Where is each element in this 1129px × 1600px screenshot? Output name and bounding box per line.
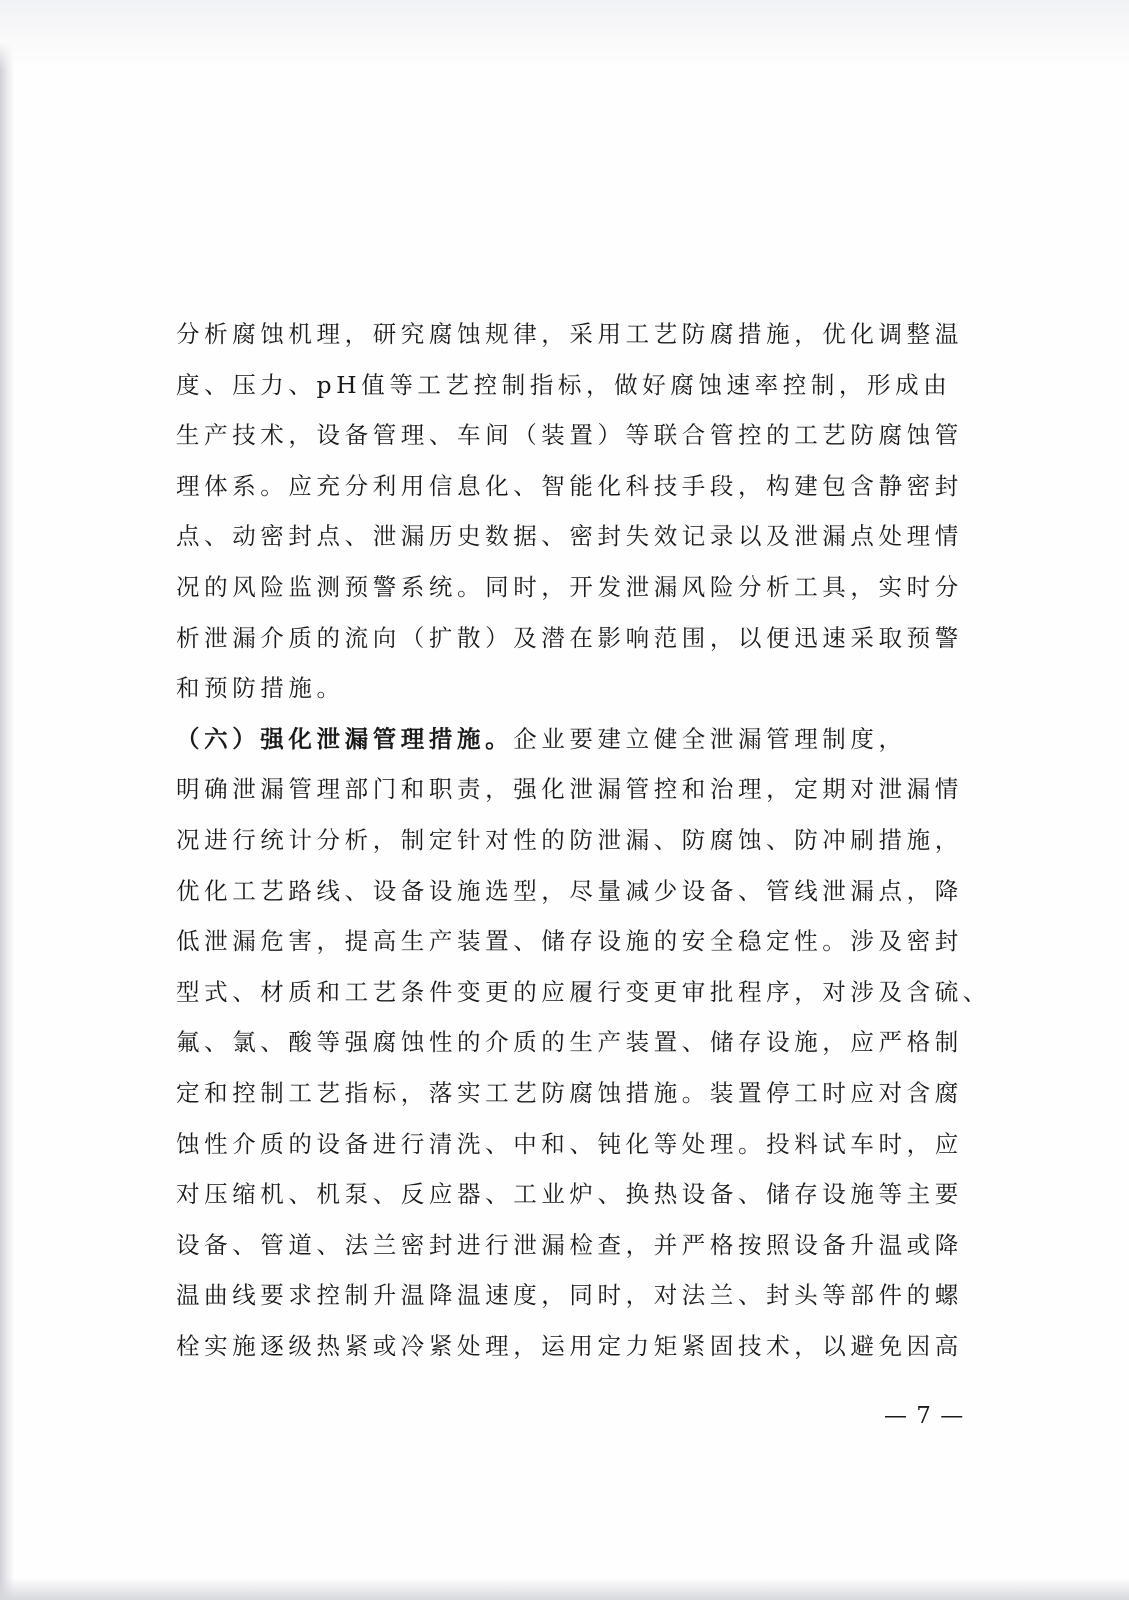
body-line: 和预防措施。: [176, 674, 345, 703]
body-line: 理体系。应充分利用信息化、智能化科技手段，构建包含静密封: [176, 471, 963, 500]
section-six-line: 氟、氯、酸等强腐蚀性的介质的生产装置、储存设施，应严格制: [176, 1028, 963, 1057]
section-six-line: 定和控制工艺指标，落实工艺防腐蚀措施。装置停工时应对含腐: [176, 1078, 963, 1107]
body-line: 点、动密封点、泄漏历史数据、密封失效记录以及泄漏点处理情: [176, 522, 963, 551]
section-six-line: 型式、材质和工艺条件变更的应履行变更审批程序，对涉及含硫、: [176, 977, 991, 1006]
scan-bottom-edge-shadow: [0, 1578, 1129, 1600]
section-six-line: 温曲线要求控制升温降温速度，同时，对法兰、封头等部件的螺: [176, 1281, 963, 1310]
section-six-heading: （六）强化泄漏管理措施。: [176, 724, 514, 753]
section-six-first-line: [176, 714, 966, 765]
body-line: 度、压力、pH值等工艺控制指标，做好腐蚀速率控制，形成由: [176, 370, 952, 399]
section-six-line: 优化工艺路线、设备设施选型，尽量减少设备、管线泄漏点，降: [176, 876, 963, 905]
body-line: 析泄漏介质的流向（扩散）及潜在影响范围，以便迅速采取预警: [176, 623, 963, 652]
section-six-line: 况进行统计分析，制定针对性的防泄漏、防腐蚀、防冲刷措施，: [176, 825, 963, 854]
section-six-line: 低泄漏危害，提高生产装置、储存设施的安全稳定性。涉及密封: [176, 927, 963, 956]
section-six-line: 蚀性介质的设备进行清洗、中和、钝化等处理。投料试车时，应: [176, 1129, 963, 1158]
section-six-first-line-text: 企业要建立健全泄漏管理制度，: [513, 724, 907, 753]
scan-left-edge-shadow: [0, 0, 14, 1600]
body-line: 生产技术，设备管理、车间（装置）等联合管控的工艺防腐蚀管: [176, 421, 963, 450]
section-six-line: 栓实施逐级热紧或冷紧处理，运用定力矩紧固技术，以避免因高: [176, 1331, 963, 1360]
scan-top-edge-shadow: [0, 0, 1129, 70]
section-six-line: 明确泄漏管理部门和职责，强化泄漏管控和治理，定期对泄漏情: [176, 775, 963, 804]
body-line: 况的风险监测预警系统。同时，开发泄漏风险分析工具，实时分: [176, 572, 963, 601]
section-six-line: 对压缩机、机泵、反应器、工业炉、换热设备、储存设施等主要: [176, 1180, 963, 1209]
body-line: 分析腐蚀机理，研究腐蚀规律，采用工艺防腐措施，优化调整温: [176, 320, 963, 348]
body-text: [176, 309, 991, 1371]
section-six-line: 设备、管道、法兰密封进行泄漏检查，并严格按照设备升温或降: [176, 1230, 963, 1259]
page-number: — 7 —: [884, 1403, 965, 1429]
